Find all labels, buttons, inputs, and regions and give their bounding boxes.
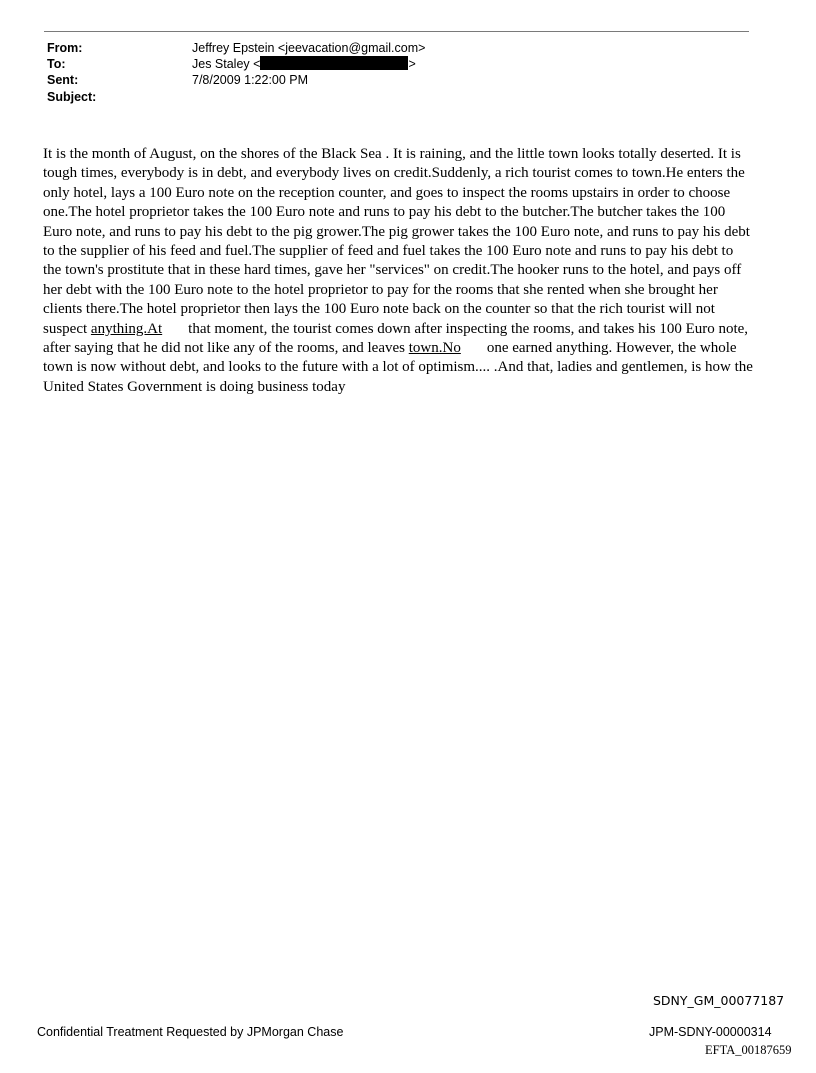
sent-label: Sent: — [47, 73, 79, 87]
bates-stamp-efta: EFTA_00187659 — [705, 1043, 792, 1057]
from-label: From: — [47, 41, 83, 55]
bates-stamp-sdny: SDNY_GM_00077187 — [653, 993, 785, 1008]
body-text-part-3: one earned anything. However, the whole town is now without debt, and looks to the future with a lot of optimism.... .And that, ladies and gentlemen, is how the United States Government is doing business today — [43, 340, 753, 395]
redaction-bar — [260, 56, 408, 70]
underlined-text-town: town.No — [408, 340, 461, 357]
body-text-part-1: It is the month of August, on the shores of the Black Sea . It is raining, and the little town looks totally deserted. It is tough times, everybody is in debt, and everybody lives on credit.Suddenly, a rich tourist comes to town.He enters the only hotel, lays a 100 Euro note on the reception counter, and goes to inspect the rooms upstairs in order to choose one.The hotel proprietor takes the 100 Euro note and runs to pay his debt to the butcher.The butcher takes the 100 Euro note, and runs to pay his debt to the pig grower.The pig grower takes the 100 Euro note, and runs to pay his debt to the supplier of his feed and fuel.The supplier of feed and fuel takes the 100 Euro note and runs to pay his debt to the town's prostitute that in these hard times, gave her "services" on credit.The hooker runs to the hotel, and pays off her debt with the 100 Euro note to the hotel proprietor to pay for the rooms that she rented when she brought her clients there.The hotel proprietor then lays the 100 Euro note back on the counter so that the rich tourist will not suspect — [43, 146, 750, 337]
to-prefix: Jes Staley < — [192, 57, 261, 71]
header-divider — [44, 31, 749, 32]
subject-label: Subject: — [47, 90, 97, 104]
sent-value: 7/8/2009 1:22:00 PM — [192, 73, 309, 87]
confidentiality-notice: Confidential Treatment Requested by JPMorgan Chase — [37, 1025, 344, 1039]
underlined-text-anything: anything.At — [90, 320, 163, 337]
to-label: To: — [47, 57, 66, 71]
email-body — [43, 145, 755, 397]
from-value: Jeffrey Epstein <jeevacation@gmail.com> — [192, 41, 426, 55]
bates-stamp-jpm: JPM-SDNY-00000314 — [649, 1025, 772, 1039]
to-value — [192, 56, 416, 73]
to-suffix: > — [408, 57, 416, 71]
body-text-part-2: that moment, the tourist comes down after inspecting the rooms, and takes his 100 Euro note, after saying that he did not like any of the rooms, and leaves — [43, 320, 749, 357]
